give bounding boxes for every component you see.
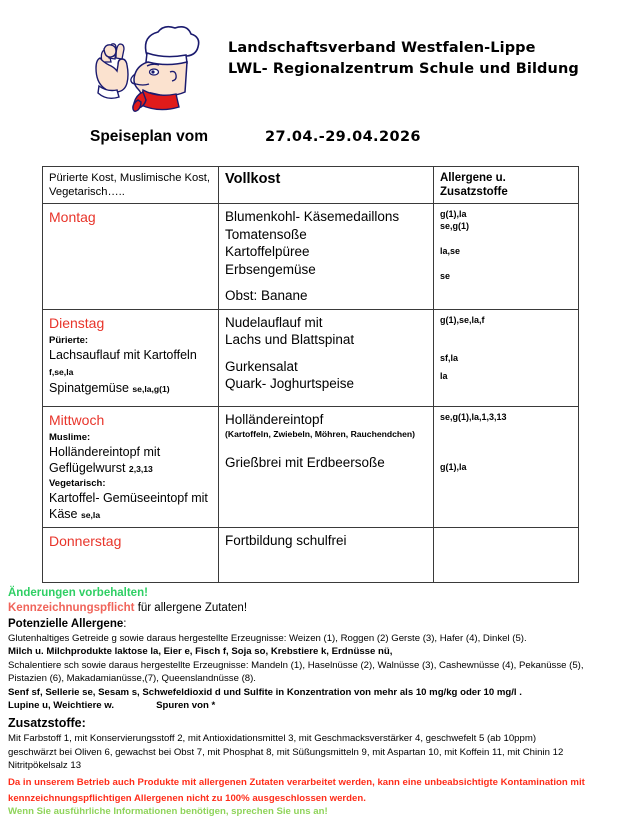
diet-cell-donnerstag (43, 527, 219, 582)
diet-dish (49, 460, 213, 477)
allergen-code: sf,la (440, 352, 459, 363)
allergen-cell-dienstag (434, 309, 579, 406)
spacer (440, 326, 573, 352)
changes-notice: Änderungen vorbehalten! (8, 587, 148, 599)
diet-dish (49, 490, 213, 506)
labelling-notice-emphasis: Kennzeichnungspflicht (8, 602, 135, 614)
lupine-text: Lupine u, Weichtiere w. (8, 700, 115, 712)
plan-label: Speiseplan vom (90, 128, 209, 145)
allergen-legend-line: Pistazien (6), Makadamianüsse,(7), Queenslandnüsse (8). (8, 673, 256, 685)
allergen-code: g(1),la (440, 209, 467, 219)
allergen-legend-line: Senf sf, Sellerie se, Sesam s, Schwefeldioxid d und Sulfite in Konzentration von mehr als 10 mg/kg oder 10 mg/l . (8, 686, 522, 698)
allergen-code: la,se (440, 246, 461, 256)
diet-dish (49, 347, 213, 380)
additives-heading: Zusatzstoffe: (8, 716, 86, 731)
allergen-cell-mittwoch (434, 406, 579, 527)
menu-line: Obst: Banane (225, 288, 308, 303)
menu-line: Blumenkohl- Käsemedaillons (225, 209, 400, 224)
table-row (43, 204, 579, 310)
diet-tag: Vegetarisch: (49, 477, 106, 489)
column-header-diet: Pürierte Kost, Muslimische Kost, Vegetarisch….. (43, 167, 219, 204)
day-label: Donnerstag (49, 532, 122, 549)
main-cell-montag (219, 204, 434, 310)
heading-colon: : (123, 618, 127, 630)
table-row (43, 406, 579, 527)
spacer (440, 232, 573, 245)
allergen-cell-montag (434, 204, 579, 310)
contamination-warning-line2: kennzeichnungspflichtigen Allergenen nicht zu 100% ausgeschlossen werden. (8, 792, 366, 804)
labelling-notice (8, 601, 614, 616)
allergen-legend-line: Glutenhaltiges Getreide g sowie daraus hergestellte Erzeugnisse: Weizen (1), Roggen (2) Gerste (3), Hafer (4), Dinkel (5). (8, 633, 527, 644)
potential-allergens-heading-text: Potenzielle Allergene (8, 618, 124, 630)
labelling-notice-rest: für allergene Zutaten! (134, 602, 248, 614)
main-cell-donnerstag (219, 527, 434, 582)
diet-dish (49, 506, 213, 523)
diet-cell-montag (43, 204, 219, 310)
menu-ingredients: (Kartoffeln, Zwiebeln, Möhren, Rauchendchen) (225, 429, 416, 439)
org-name-line1: Landschaftsverband Westfalen-Lippe (228, 40, 536, 56)
additive-legend-line: Mit Farbstoff 1, mit Konservierungsstoff 2, mit Antioxidationsmittel 3, mit Geschmacksverstärker 4, geschwefelt 5 (ab 10ppm) (8, 733, 537, 745)
plan-date-range: 27.04.-29.04.2026 (265, 129, 421, 145)
spacer (440, 257, 573, 270)
diet-dish-text: Geflügelwurst (49, 460, 126, 475)
diet-dish-codes: f,se,la (49, 366, 74, 377)
diet-dish-codes: se,la,g(1) (132, 383, 170, 394)
table-row (43, 527, 579, 582)
plan-date-row (0, 128, 620, 156)
spacer (225, 349, 428, 358)
page-header (0, 0, 620, 110)
column-header-allergens: Allergene u. Zusatzstoffe (434, 167, 579, 204)
allergen-cell-donnerstag (434, 527, 579, 582)
column-header-main: Vollkost (219, 167, 434, 204)
diet-dish-text: Kartoffel- Gemüseeintopf mit (49, 490, 208, 505)
diet-tag: Pürierte: (49, 334, 89, 346)
organization-title (228, 38, 608, 80)
table-header-row (43, 167, 579, 204)
additive-legend-line: Nitritpökelsalz 13 (8, 760, 82, 772)
spacer (225, 278, 428, 287)
menu-line: Quark- Joghurtspeise (225, 376, 355, 391)
allergen-code: g(1),se,la,f (440, 314, 485, 325)
day-label: Dienstag (49, 314, 105, 331)
allergen-code: se (440, 271, 451, 281)
table-row (43, 309, 579, 406)
contamination-warning-line1: Da in unserem Betrieb auch Produkte mit allergenen Zutaten verarbeitet werden, kann eine unbeabsichtigte Kontamination mit (8, 776, 585, 788)
allergen-code: la (440, 370, 448, 381)
menu-line: Holländereintopf (225, 411, 324, 427)
day-label: Mittwoch (49, 411, 105, 428)
allergen-legend-line-lupine (8, 699, 614, 712)
menu-table (42, 166, 579, 583)
allergen-code: g(1),la (440, 461, 467, 472)
diet-dish-text: Spinatgemüse (49, 380, 129, 395)
diet-dish-text: Lachsauflauf mit Kartoffeln (49, 347, 197, 362)
diet-dish-codes: 2,3,13 (128, 463, 153, 474)
menu-line: Tomatensoße (225, 226, 307, 242)
additive-legend-line: geschwärzt bei Oliven 6, gewachst bei Obst 7, mit Phosphat 8, mit Süßungsmitteln 9, mit Aspartan 10, mit Koffein 11, mit Chinin 12 (8, 746, 564, 758)
more-info-line: Wenn Sie ausführliche Informationen benötigen, sprechen Sie uns an! (8, 806, 328, 818)
allergen-code: se,g(1) (440, 221, 470, 231)
diet-dish (49, 444, 213, 460)
traces-text: Spuren von * (156, 700, 216, 712)
allergen-legend-line: Schalentiere sch sowie daraus hergestellte Erzeugnisse: Mandeln (1), Haselnüsse (2), Walnüsse (3), Cashewnüsse (4), Pekanüsse (5), (8, 659, 584, 671)
menu-line: Erbsengemüse (225, 261, 316, 277)
diet-dish-text: Holländereintopf mit (49, 444, 161, 459)
diet-cell-mittwoch (43, 406, 219, 527)
org-name-line2: LWL- Regionalzentrum Schule und Bildung (228, 61, 579, 77)
legend-section (8, 586, 614, 818)
spacer (225, 440, 428, 454)
spacer (440, 423, 573, 461)
allergen-code: se,g(1),la,1,3,13 (440, 411, 507, 422)
main-cell-dienstag (219, 309, 434, 406)
chef-head-ok-gesture-icon (88, 22, 206, 114)
potential-allergens-heading (8, 616, 614, 632)
menu-line: Fortbildung schulfrei (225, 532, 347, 548)
day-label: Montag (49, 209, 96, 225)
menu-line: Lachs und Blattspinat (225, 332, 355, 347)
menu-line: Grießbrei mit Erdbeersoße (225, 455, 385, 470)
menu-line: Kartoffelpüree (225, 244, 310, 259)
allergen-legend-line: Milch u. Milchprodukte laktose la, Eier e, Fisch f, Soja so, Krebstiere k, Erdnüsse nü, (8, 646, 393, 658)
main-cell-mittwoch (219, 406, 434, 527)
diet-tag: Muslime: (49, 431, 91, 443)
diet-dish (49, 380, 213, 397)
menu-line: Nudelauflauf mit (225, 314, 323, 330)
diet-cell-dienstag (43, 309, 219, 406)
diet-dish-text: Käse (49, 506, 78, 521)
menu-line: Gurkensalat (225, 358, 298, 374)
diet-dish-codes: se,la (80, 509, 101, 520)
